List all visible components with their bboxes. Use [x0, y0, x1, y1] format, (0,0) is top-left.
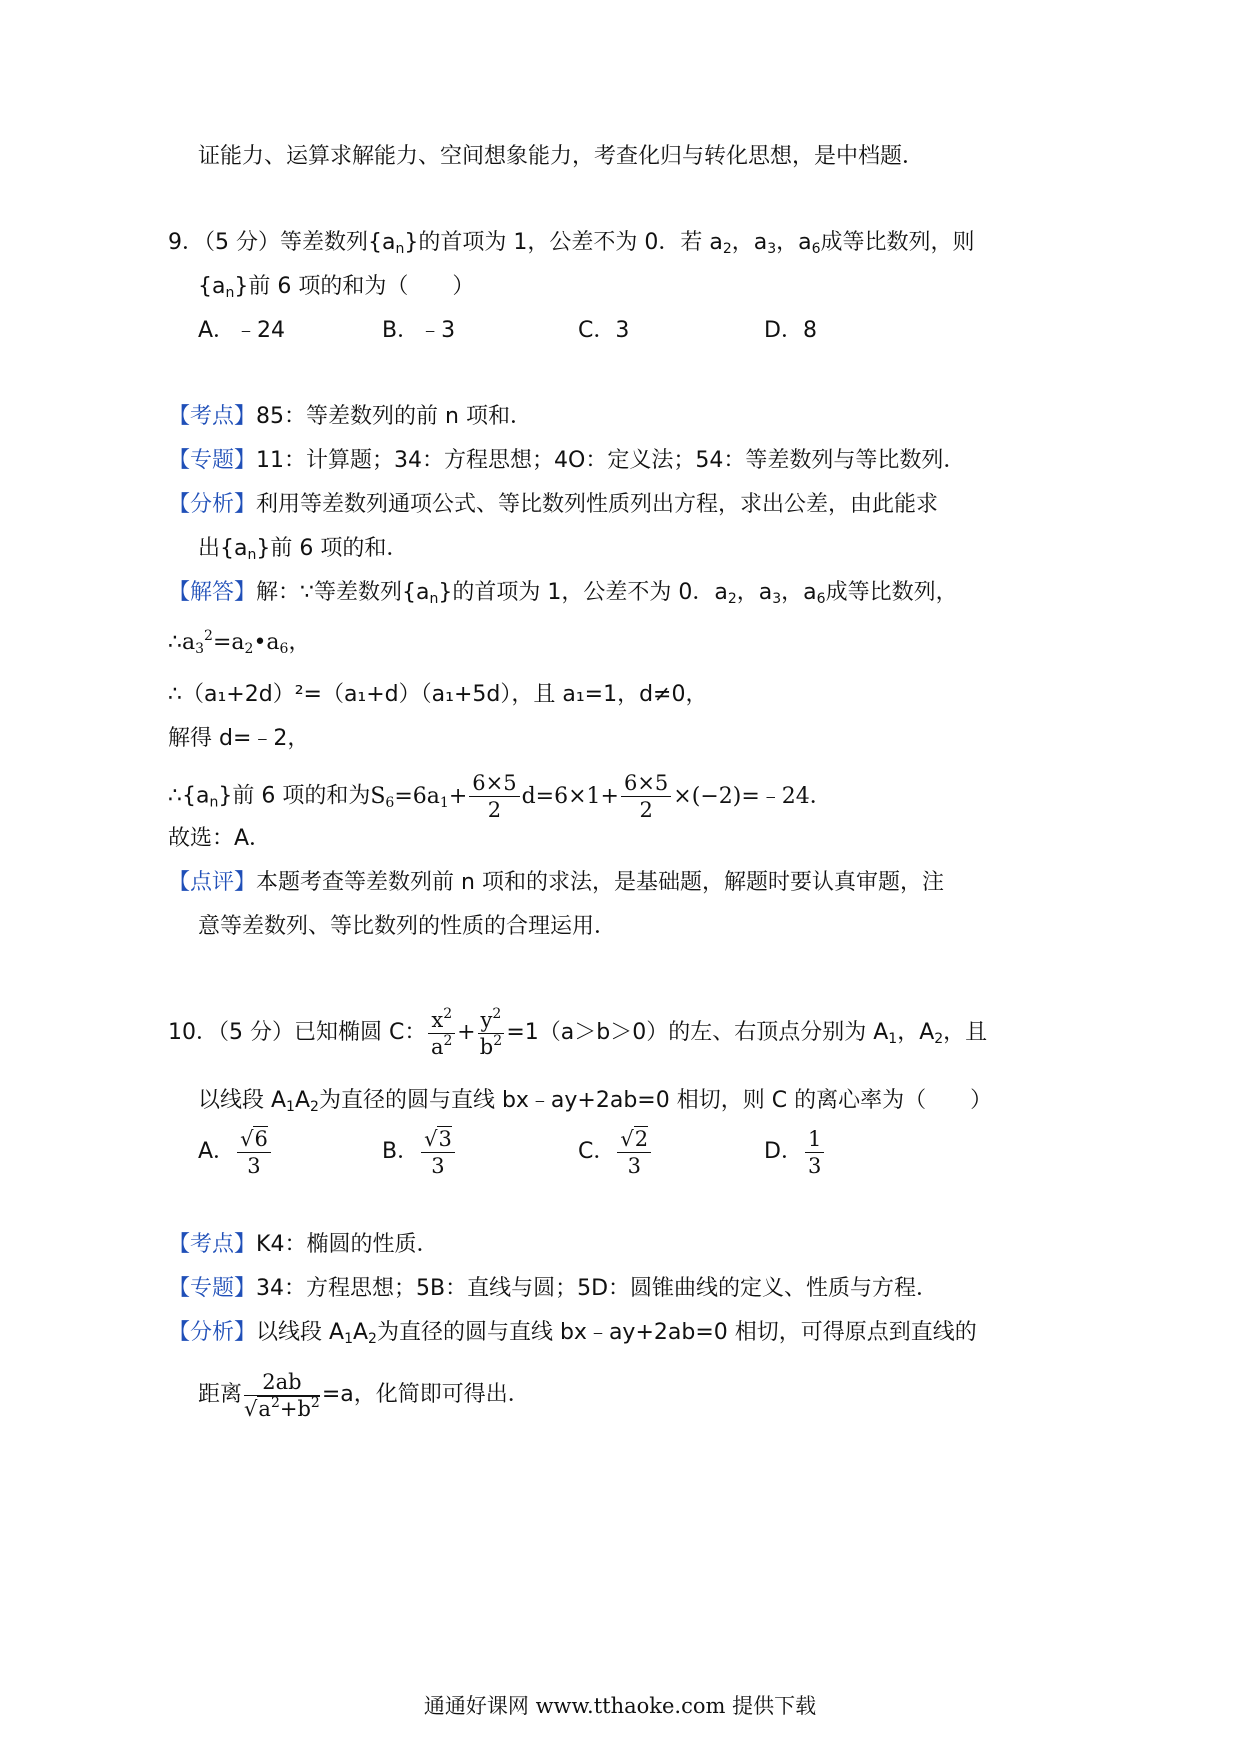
q9-number: 9．（5 分）等差数列 — [168, 230, 368, 255]
q10-y-num — [478, 1007, 505, 1034]
rad-sup2: 2 — [310, 1394, 320, 1411]
q10-a-den — [428, 1034, 455, 1060]
s4-sub: n — [209, 794, 219, 811]
m-a: a — [182, 630, 196, 655]
fenxi1-s1: 1 — [344, 1331, 353, 1347]
q9-step3: 解得 d=﹣2， — [168, 726, 310, 751]
q10-c-den: 3 — [627, 1153, 641, 1178]
q10-mid: ，A — [897, 1020, 935, 1045]
q10-c-root: 2 — [634, 1126, 649, 1151]
q9-choice-a: A．﹣24 — [198, 318, 286, 343]
therefore-sym: ∴ — [168, 630, 182, 655]
jieda1-s6: 6 — [816, 591, 826, 607]
q9-sub2: 2 — [722, 241, 732, 257]
q9-stem-line1 — [168, 228, 975, 258]
q10-after: =1（a＞b＞0）的左、右顶点分别为 A — [506, 1020, 889, 1045]
q9-jieda-line1 — [168, 578, 958, 608]
frac2-num: 6×5 — [621, 770, 671, 797]
q9-fenxi-line1 — [168, 490, 938, 520]
q10-fenxi-line1 — [168, 1318, 977, 1348]
q9-seq: {a — [368, 230, 396, 255]
q9-step2: ∴（a₁+2d）²=（a₁+d）（a₁+5d），且 a₁=1，d≠0， — [168, 682, 708, 707]
kaodian-tag: 【考点】 — [168, 404, 257, 429]
q9-l2-pre: {a — [198, 274, 226, 299]
kaodian-text: 85：等差数列的前 n 项和． — [256, 404, 532, 429]
dist-radicand — [257, 1396, 319, 1421]
m-s6: 6 — [279, 641, 289, 657]
kaodian-text: K4：椭圆的性质． — [256, 1232, 439, 1257]
zhuanti-tag: 【专题】 — [168, 1276, 257, 1301]
q10-c-frac — [617, 1126, 651, 1179]
q10-dist-frac — [244, 1369, 320, 1422]
fenxi1-post: 为直径的圆与直线 bx﹣ay+2ab=0 相切，可得原点到直线的 — [376, 1320, 977, 1345]
q9-dianping-line2: 意等差数列、等比数列的性质的合理运用． — [198, 914, 617, 939]
q10-choice-b — [382, 1124, 457, 1180]
q10-choice-c — [578, 1124, 653, 1180]
q10-choice-a — [198, 1124, 273, 1180]
q9-tail: 成等比数列，则 — [820, 230, 975, 255]
q10-d-num: 1 — [805, 1126, 824, 1153]
kaodian-tag: 【考点】 — [168, 1232, 257, 1257]
q10-l2-pre: 以线段 A — [198, 1088, 287, 1113]
q10-a-label: A． — [198, 1139, 236, 1164]
s4-frac1 — [469, 770, 519, 823]
fenxi1-pre: 以线段 A — [256, 1320, 345, 1345]
jieda1-c2: ，a — [781, 580, 817, 605]
rad-plus: +b — [279, 1396, 311, 1421]
m-eq: =a — [212, 630, 245, 655]
q10-d-label: D． — [764, 1139, 803, 1164]
q10-number: 10．（5 分）已知椭圆 C： — [168, 1020, 427, 1045]
q10-A2sub: 2 — [934, 1031, 944, 1047]
sqrt-icon: √ — [620, 1126, 634, 1151]
q9-zhuanti — [168, 446, 965, 476]
fenxi2-pre: 出{a — [198, 536, 248, 561]
s4-d: d=6×1+ — [521, 783, 619, 809]
m-end: ， — [288, 630, 311, 655]
jieda1-post: }的首项为 1，公差不为 0．a — [438, 580, 728, 605]
fenxi2-pre: 距离 — [198, 1382, 243, 1407]
q10-a-num — [237, 1126, 271, 1153]
q10-a-root: 6 — [254, 1126, 268, 1151]
q9-step4 — [168, 770, 832, 823]
q10-b-num — [421, 1126, 455, 1153]
q9-step5: 故选：A． — [168, 826, 272, 851]
fenxi-tag: 【分析】 — [168, 492, 257, 517]
jieda1-s2: 2 — [727, 591, 737, 607]
fenxi1-A: A — [352, 1320, 369, 1345]
dist-num: 2ab — [244, 1369, 320, 1396]
s4-frac2 — [621, 770, 671, 823]
fenxi-text: 利用等差数列通项公式、等比数列性质列出方程，求出公差，由此能求 — [256, 492, 939, 517]
q9-kaodian — [168, 402, 532, 432]
sqrt-icon: √ — [240, 1126, 254, 1151]
zhuanti-text: 34：方程思想；5B：直线与圆；5D：圆锥曲线的定义、性质与方程． — [256, 1276, 939, 1301]
q9-l2-sub: n — [225, 285, 235, 301]
q9-choice-b: B．﹣3 — [382, 318, 456, 343]
m-dot: •a — [253, 630, 280, 655]
x-var: x — [431, 1007, 444, 1032]
fenxi1-s2: 2 — [368, 1331, 377, 1347]
q10-A1sub: 1 — [888, 1031, 898, 1047]
b-var: b — [479, 1034, 494, 1059]
s4-S-sub: 6 — [385, 794, 395, 811]
m-sup2: 2 — [204, 628, 213, 644]
s4-eq1: =6a — [394, 783, 440, 809]
q9-text3: ，a — [776, 230, 812, 255]
q9-seq-sub: n — [395, 241, 405, 257]
q9-text2: ，a — [731, 230, 768, 255]
y-var: y — [480, 1007, 493, 1032]
fenxi2-post: }前 6 项的和． — [256, 536, 409, 561]
q9-l2-tail: }前 6 项的和为（ ） — [234, 274, 475, 299]
q10-d-frac — [805, 1126, 824, 1179]
frac1-num: 6×5 — [469, 770, 519, 797]
q10-stem-line1 — [168, 1005, 987, 1061]
q10-a-den: 3 — [247, 1153, 261, 1178]
q10-zhuanti — [168, 1274, 938, 1304]
zhuanti-tag: 【专题】 — [168, 448, 257, 473]
frac1-den: 2 — [487, 798, 502, 822]
q10-d-den: 3 — [807, 1153, 822, 1178]
frac2-den: 2 — [639, 798, 653, 822]
q9-dianping-line1 — [168, 868, 944, 898]
page-footer: 通通好课网 www.tthaoke.com 提供下载 — [423, 1694, 817, 1718]
q9-stem-line2 — [198, 272, 474, 302]
q10-frac-y — [478, 1007, 505, 1060]
jieda1-end: 成等比数列， — [825, 580, 958, 605]
q10-plus: + — [457, 1020, 476, 1045]
jieda1-pre: 解：∵等差数列{a — [256, 580, 430, 605]
fenxi-tag: 【分析】 — [168, 1320, 257, 1345]
q9-choice-c: C．3 — [578, 318, 630, 343]
jieda1-c1: ，a — [736, 580, 773, 605]
q10-end: ，且 — [943, 1020, 988, 1045]
rad-a: a — [258, 1396, 271, 1421]
q10-b-label: B． — [382, 1139, 420, 1164]
s4-eq1-sub: 1 — [439, 794, 449, 811]
q9-choice-d: D．8 — [764, 318, 817, 343]
q10-b-root: 3 — [438, 1126, 452, 1151]
jieda1-sub: n — [429, 591, 439, 607]
q10-l2-A: A — [294, 1088, 311, 1113]
m-s2: 2 — [244, 641, 254, 657]
q9-fenxi-line2 — [198, 534, 408, 564]
q9-sub3: 3 — [767, 241, 777, 257]
q10-stem-line2 — [198, 1086, 992, 1116]
q10-l2-post: 为直径的圆与直线 bx﹣ay+2ab=0 相切，则 C 的离心率为（ ） — [318, 1088, 993, 1113]
rad-sup1: 2 — [270, 1394, 280, 1411]
q10-b-den: 3 — [431, 1153, 445, 1178]
m-s3: 3 — [195, 641, 205, 657]
fenxi2-post: =a，化简即可得出． — [321, 1382, 530, 1407]
q10-choice-d — [764, 1124, 826, 1180]
s4-tail: ×(−2)=﹣24． — [673, 783, 832, 809]
q10-frac-x — [428, 1007, 455, 1060]
q9-step1 — [168, 628, 310, 658]
b-sup: 2 — [493, 1032, 503, 1049]
x-sup: 2 — [443, 1005, 453, 1022]
q10-c-num — [617, 1126, 651, 1153]
q10-l2-s1: 1 — [286, 1099, 295, 1115]
sqrt-icon: √ — [424, 1126, 438, 1151]
q10-b-frac — [421, 1126, 455, 1179]
q10-l2-s2: 2 — [310, 1099, 319, 1115]
q10-x-num — [428, 1007, 455, 1034]
s4-pre: ∴{a — [168, 783, 210, 809]
q10-a-frac — [237, 1126, 271, 1179]
zhuanti-text: 11：计算题；34：方程思想；4O：定义法；54：等差数列与等比数列． — [256, 448, 966, 473]
q10-c-label: C． — [578, 1139, 616, 1164]
q9-text: }的首项为 1，公差不为 0．若 a — [404, 230, 723, 255]
s4-S: S — [370, 783, 386, 809]
a-var: a — [431, 1034, 444, 1059]
step1-math — [182, 630, 310, 655]
q9-sub6: 6 — [811, 241, 821, 257]
q10-b-den — [478, 1034, 505, 1060]
dianping1: 本题考查等差数列前 n 项和的求法，是基础题，解题时要认真审题，注 — [256, 870, 944, 895]
dist-den — [244, 1396, 320, 1422]
dianping-tag: 【点评】 — [168, 870, 257, 895]
intro-line: 证能力、运算求解能力、空间想象能力，考查化归与转化思想，是中档题． — [198, 144, 925, 169]
a-sup: 2 — [443, 1032, 453, 1049]
q10-fenxi-line2 — [198, 1366, 530, 1424]
jieda-tag: 【解答】 — [168, 580, 257, 605]
fenxi2-sub: n — [247, 547, 257, 563]
s4-mid: }前 6 项的和为 — [218, 783, 371, 809]
sqrt-icon: √ — [244, 1396, 258, 1421]
s4-plus: + — [448, 783, 468, 809]
y-sup: 2 — [492, 1005, 502, 1022]
jieda1-s3: 3 — [772, 591, 782, 607]
q10-kaodian — [168, 1230, 438, 1260]
